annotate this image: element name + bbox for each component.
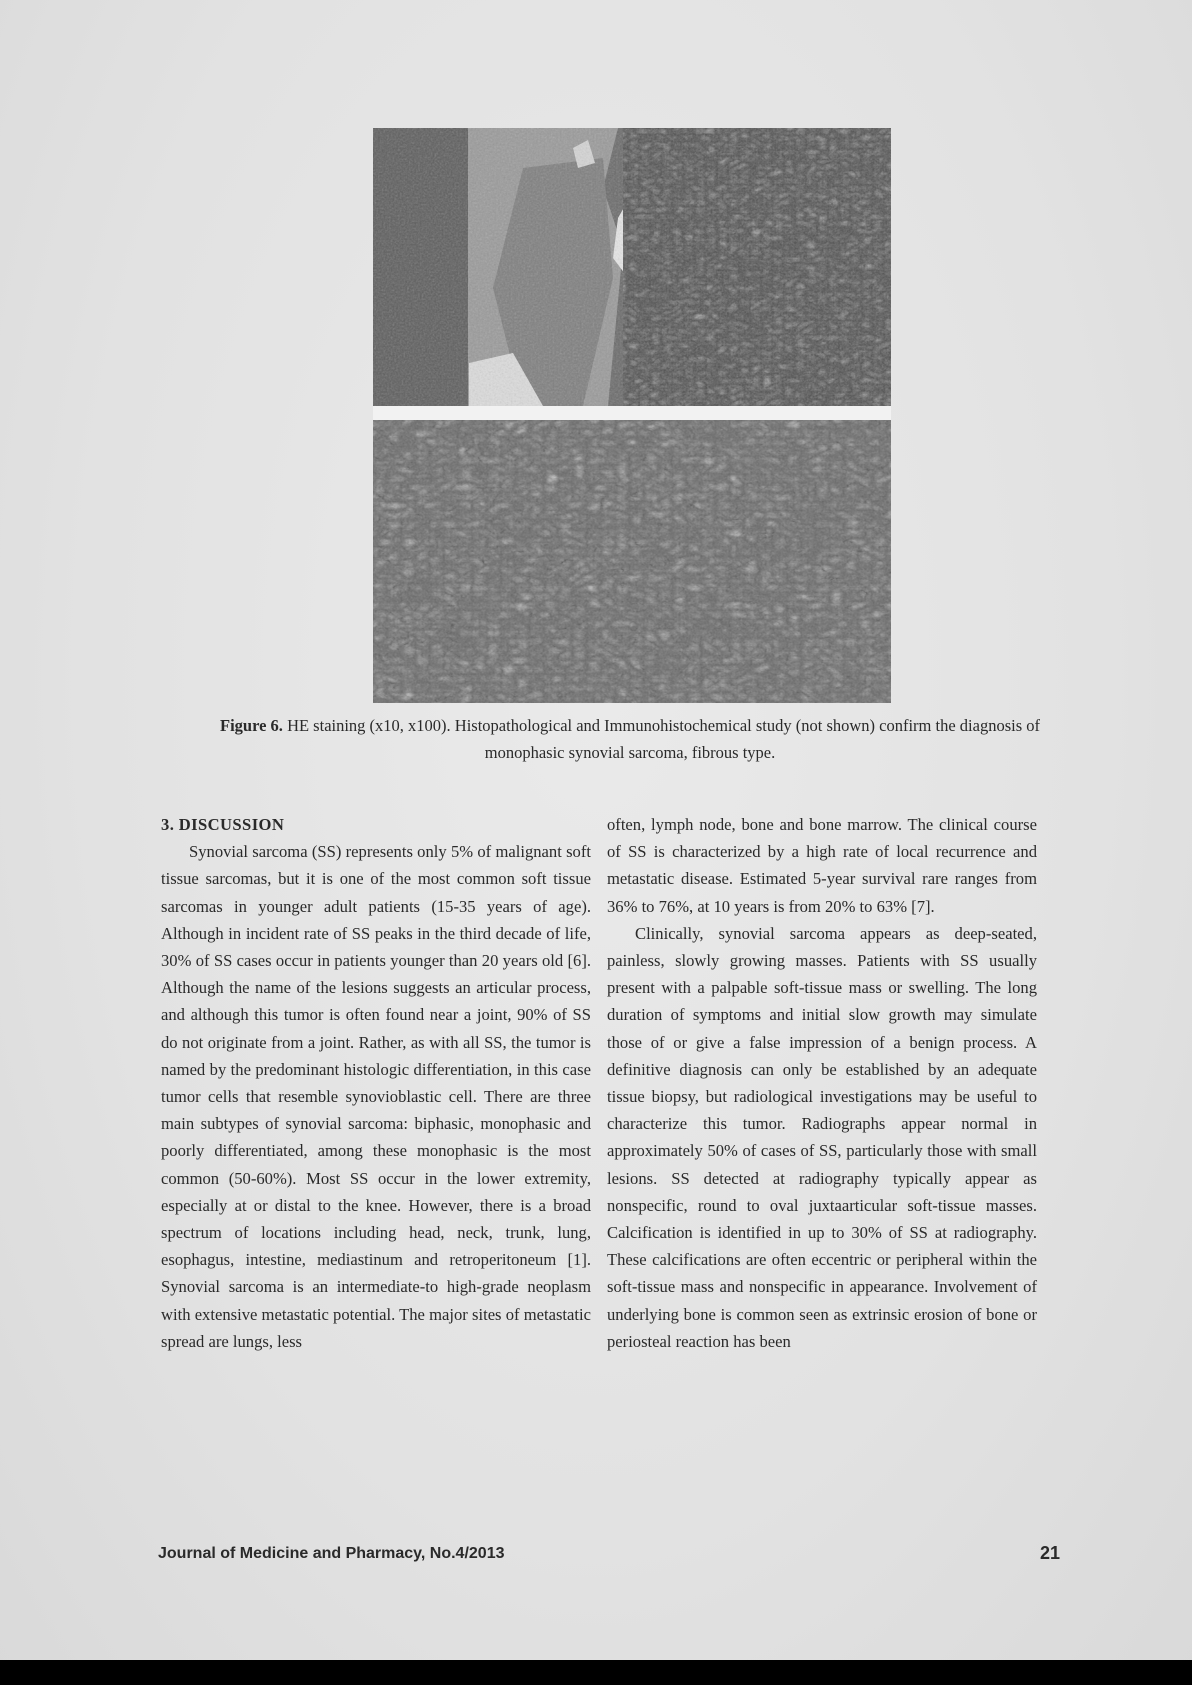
paragraph-continued: often, lymph node, bone and bone marrow. The clinical course of SS is characterized by a high rate of local recurrence and metastatic disease. Estimated 5-year survival rare ranges from 36% to 76%, at 10 years is from 20% to 63% [7].	[607, 815, 1037, 916]
figure-6	[373, 128, 891, 703]
micrograph-high-power	[373, 420, 891, 703]
scan-border	[0, 1660, 1192, 1685]
paragraph: Clinically, synovial sarcoma appears as deep-seated, painless, slowly growing masses. Patients with SS usually present with a palpable soft-tissue mass or swelling. The long duration of symptoms and initial slow growth may simulate those of or give a false impression of a benign process. A definitive diagnosis can only be established by an adequate tissue biopsy, but radiological investigations may be useful to characterize this tumor. Radiographs appear normal in approximately 50% of cases of SS, particularly those with small lesions. SS detected at radiography typically appear as nonspecific, round to oval juxtaarticular soft-tissue masses. Calcification is identified in up to 30% of SS at radiography. These calcifications are often eccentric or peripheral within the soft-tissue mass and nonspecific in appearance. Involvement of underlying bone is common seen as extrinsic erosion of bone or periosteal reaction has been	[607, 923, 1037, 1351]
text-column-left	[161, 811, 591, 1355]
figure-caption-label: Figure 6.	[219, 716, 283, 735]
figure-caption-text: HE staining (x10, x100). Histopathological and Immunohistochemical study (not shown) confirm the diagnosis of monophasic synovial sarcoma, fibrous type.	[287, 716, 1040, 762]
text-column-right	[607, 811, 1037, 1355]
paragraph: Synovial sarcoma (SS) represents only 5% of malignant soft tissue sarcomas, but it is one of the most common soft tissue sarcomas in younger adult patients (15-35 years of age). Although in incident rate of SS peaks in the third decade of life, 30% of SS cases occur in patients younger than 20 years old [6]. Although the name of the lesions suggests an articular process, and although this tumor is often found near a joint, 90% of SS do not originate from a joint. Rather, as with all SS, the tumor is named by the predominant histologic differentiation, in this case tumor cells that resemble synovioblastic cell. There are three main subtypes of synovial sarcoma: biphasic, monophasic and poorly differentiated, among these monophasic is the most common (50-60%). Most SS occur in the lower extremity, especially at or distal to the knee. However, there is a broad spectrum of locations including head, neck, trunk, lung, esophagus, intestine, mediastinum and retroperitoneum [1]. Synovial sarcoma is an intermediate-to high-grade neoplasm with extensive metastatic potential. The major sites of metastatic spread are lungs, less	[161, 842, 591, 1351]
figure-caption	[200, 712, 1060, 766]
micrograph-low-power	[373, 128, 891, 406]
page-number: 21	[1040, 1543, 1061, 1563]
section-heading: 3. DISCUSSION	[161, 815, 285, 834]
figure-panel-divider	[373, 406, 891, 420]
journal-footer: Journal of Medicine and Pharmacy, No.4/2013	[158, 1545, 505, 1562]
